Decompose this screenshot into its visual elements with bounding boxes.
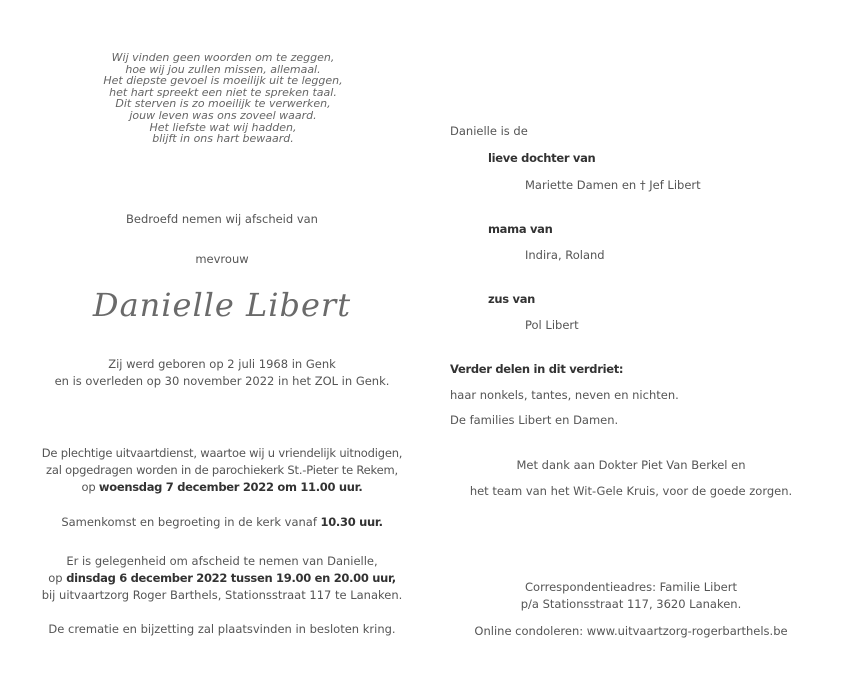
- gathering-text: Samenkomst en begroeting in de kerk vanaf: [61, 515, 321, 529]
- intro-text: Bedroefd nemen wij afscheid van: [126, 212, 318, 226]
- is-de-text: Danielle is de: [450, 124, 528, 138]
- poem: [92, 52, 354, 145]
- poem-line: Dit sterven is zo moeilijk te verwerken,: [115, 97, 331, 111]
- correspondence-line-2: p/a Stationsstraat 117, 3620 Lanaken.: [520, 597, 742, 611]
- poem-line: blijft in ons hart bewaard.: [152, 132, 294, 146]
- also-heading: Verder delen in dit verdriet:: [450, 362, 624, 376]
- mama-heading: mama van: [488, 222, 553, 236]
- service-line-1: De plechtige uitvaartdienst, waartoe wij u vriendelijk uitnodigen,: [41, 446, 403, 460]
- thanks-line-2: het team van het Wit-Gele Kruis, voor de goede zorgen.: [469, 484, 793, 498]
- children-text: Indira, Roland: [525, 248, 605, 262]
- online-condolences: Online condoleren: www.uitvaartzorg-rogerbarthels.be: [474, 624, 788, 638]
- poem-line: het hart spreekt een niet te spreken taal.: [109, 85, 337, 99]
- life-dates: [22, 356, 422, 390]
- service-info: [22, 445, 422, 496]
- thanks-line-1: Met dank aan Dokter Piet Van Berkel en: [516, 458, 746, 472]
- poem-line: Het diepste gevoel is moeilijk uit te leggen,: [103, 74, 343, 88]
- farewell-line-2-prefix: op: [48, 571, 67, 585]
- daughter-heading: lieve dochter van: [488, 151, 596, 165]
- birth-text: Zij werd geboren op 2 juli 1968 in Genk: [108, 357, 336, 371]
- service-line-2: zal opgedragen worden in de parochiekerk St.-Pieter te Rekem,: [46, 463, 398, 477]
- families-text: De families Libert en Damen.: [450, 413, 619, 427]
- deceased-name: Danielle Libert: [92, 286, 352, 324]
- poem-line: Het liefste wat wij hadden,: [149, 120, 297, 134]
- brother-text: Pol Libert: [525, 318, 579, 332]
- service-line-3: [22, 479, 422, 496]
- sister-heading: zus van: [488, 292, 536, 306]
- parents-text: Mariette Damen en † Jef Libert: [525, 178, 701, 192]
- service-date: woensdag 7 december 2022 om 11.00 uur.: [98, 480, 363, 494]
- gathering-info: [22, 515, 422, 529]
- poem-line: hoe wij jou zullen missen, allemaal.: [125, 62, 321, 76]
- gathering-time: 10.30 uur.: [320, 515, 383, 529]
- farewell-line-3: bij uitvaartzorg Roger Barthels, Stationsstraat 117 te Lanaken.: [41, 588, 403, 602]
- salutation: mevrouw: [195, 252, 249, 266]
- farewell-line-1: Er is gelegenheid om afscheid te nemen van Danielle,: [66, 554, 378, 568]
- cremation-text: De crematie en bijzetting zal plaatsvinden in besloten kring.: [48, 622, 396, 636]
- farewell-date: dinsdag 6 december 2022 tussen 19.00 en 20.00 uur,: [66, 571, 396, 585]
- poem-line: jouw leven was ons zoveel waard.: [129, 108, 317, 122]
- correspondence-line-1: Correspondentieadres: Familie Libert: [525, 580, 737, 594]
- poem-line: Wij vinden geen woorden om te zeggen,: [111, 51, 335, 64]
- farewell-info: [22, 553, 422, 604]
- death-text: en is overleden op 30 november 2022 in het ZOL in Genk.: [54, 374, 390, 388]
- relatives-text: haar nonkels, tantes, neven en nichten.: [450, 388, 679, 402]
- farewell-line-2: [22, 570, 422, 587]
- service-line-3-prefix: op: [81, 480, 99, 494]
